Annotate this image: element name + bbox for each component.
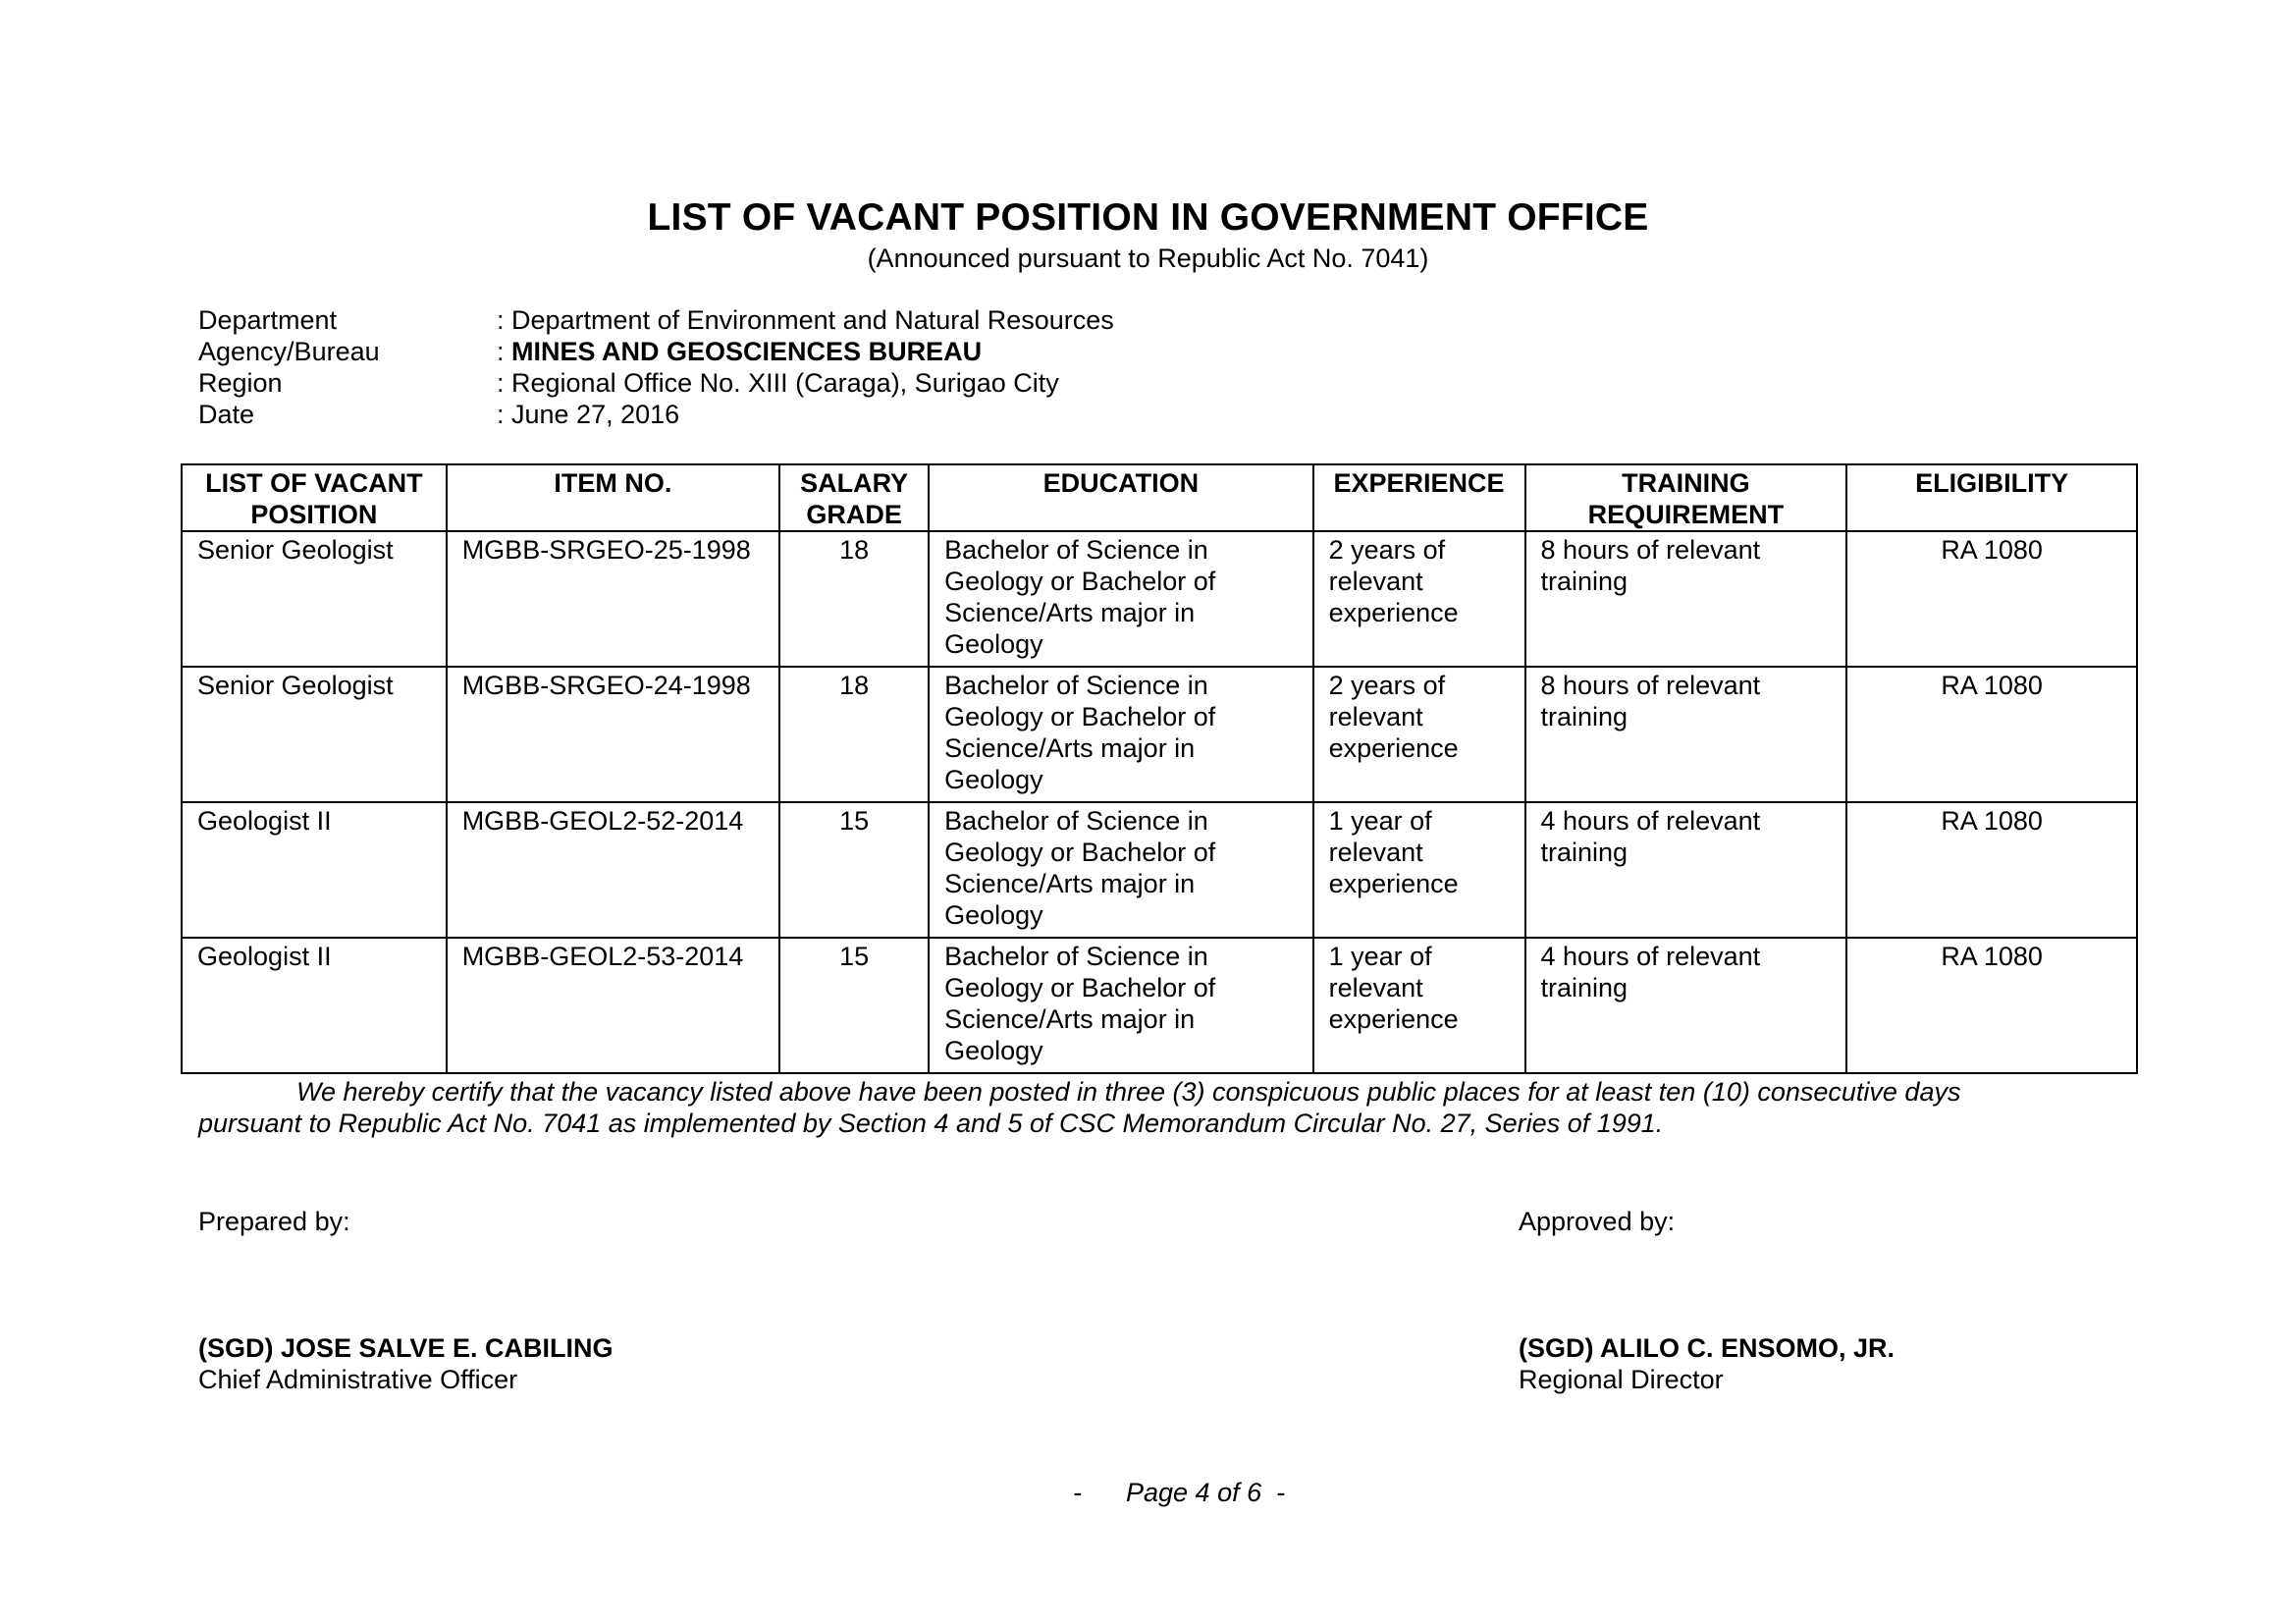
approved-by-label: Approved by: — [1519, 1207, 1676, 1236]
table-row — [182, 802, 2137, 938]
cell-education: Bachelor of Science in Geology or Bachelor of Science/Arts major in Geology — [929, 802, 1312, 938]
date-value: : June 27, 2016 — [497, 400, 680, 429]
cell-item-no: MGBB-SRGEO-25-1998 — [447, 531, 779, 667]
cell-position: Senior Geologist — [182, 531, 447, 667]
cell-training: 8 hours of relevant training — [1525, 667, 1847, 802]
cell-eligibility: RA 1080 — [1846, 802, 2137, 938]
column-header-item-no: ITEM NO. — [447, 464, 779, 531]
cell-salary-grade: 15 — [779, 802, 929, 938]
cell-eligibility: RA 1080 — [1846, 667, 2137, 802]
cell-experience: 2 years of relevant experience — [1313, 531, 1525, 667]
cell-eligibility: RA 1080 — [1846, 938, 2137, 1073]
agency-value: MINES AND GEOSCIENCES BUREAU — [511, 337, 983, 366]
column-header-education: EDUCATION — [929, 464, 1312, 531]
column-header-training: TRAINING REQUIREMENT — [1525, 464, 1847, 531]
table-row — [182, 938, 2137, 1073]
agency-value-prefix: : — [497, 337, 512, 366]
region-value: : Regional Office No. XIII (Caraga), Surigao City — [497, 368, 1059, 398]
cell-salary-grade: 18 — [779, 667, 929, 802]
approver-title: Regional Director — [1519, 1365, 1724, 1394]
cell-education: Bachelor of Science in Geology or Bachelor of Science/Arts major in Geology — [929, 938, 1312, 1073]
column-header-eligibility: ELIGIBILITY — [1846, 464, 2137, 531]
region-label: Region — [198, 368, 283, 398]
cell-item-no: MGBB-GEOL2-53-2014 — [447, 938, 779, 1073]
table-row — [182, 667, 2137, 802]
table-row — [182, 531, 2137, 667]
page-number: - Page 4 of 6 - — [1073, 1478, 1286, 1507]
cell-experience: 1 year of relevant experience — [1313, 802, 1525, 938]
column-header-experience: EXPERIENCE — [1313, 464, 1525, 531]
preparer-title: Chief Administrative Officer — [198, 1365, 518, 1394]
cell-salary-grade: 18 — [779, 531, 929, 667]
department-row — [198, 304, 1114, 336]
department-value: : Department of Environment and Natural Resources — [497, 305, 1114, 335]
certification-line-2: pursuant to Republic Act No. 7041 as implemented by Section 4 and 5 of CSC Memorandum Circular No. 27, Series of 1991. — [198, 1109, 1664, 1138]
date-label: Date — [198, 400, 255, 429]
cell-education: Bachelor of Science in Geology or Bachelor of Science/Arts major in Geology — [929, 667, 1312, 802]
agency-row — [198, 336, 1114, 367]
cell-training: 4 hours of relevant training — [1525, 938, 1847, 1073]
certification-line-1: We hereby certify that the vacancy listed above have been posted in three (3) conspicuous public places for at least ten (10) consecutive days — [296, 1077, 1961, 1107]
cell-eligibility: RA 1080 — [1846, 531, 2137, 667]
preparer-name: (SGD) JOSE SALVE E. CABILING — [198, 1333, 614, 1363]
cell-position: Senior Geologist — [182, 667, 447, 802]
cell-item-no: MGBB-GEOL2-52-2014 — [447, 802, 779, 938]
prepared-by-label: Prepared by: — [198, 1207, 350, 1236]
region-row — [198, 367, 1114, 399]
cell-education: Bachelor of Science in Geology or Bachelor of Science/Arts major in Geology — [929, 531, 1312, 667]
column-header-position: LIST OF VACANT POSITION — [182, 464, 447, 531]
cell-experience: 2 years of relevant experience — [1313, 667, 1525, 802]
cell-position: Geologist II — [182, 802, 447, 938]
document-subtitle: (Announced pursuant to Republic Act No. 7041) — [867, 244, 1429, 273]
vacancy-table — [181, 463, 2138, 1074]
column-header-salary-grade: SALARY GRADE — [779, 464, 929, 531]
office-details — [198, 304, 1114, 430]
cell-salary-grade: 15 — [779, 938, 929, 1073]
cell-experience: 1 year of relevant experience — [1313, 938, 1525, 1073]
document-title: LIST OF VACANT POSITION IN GOVERNMENT OFFICE — [647, 196, 1649, 239]
date-row — [198, 399, 1114, 430]
cell-training: 8 hours of relevant training — [1525, 531, 1847, 667]
cell-item-no: MGBB-SRGEO-24-1998 — [447, 667, 779, 802]
cell-training: 4 hours of relevant training — [1525, 802, 1847, 938]
department-label: Department — [198, 305, 338, 335]
cell-position: Geologist II — [182, 938, 447, 1073]
agency-label: Agency/Bureau — [198, 337, 380, 366]
approver-name: (SGD) ALILO C. ENSOMO, JR. — [1519, 1333, 1896, 1363]
table-header-row — [182, 464, 2137, 531]
certification-statement — [198, 1076, 2152, 1139]
